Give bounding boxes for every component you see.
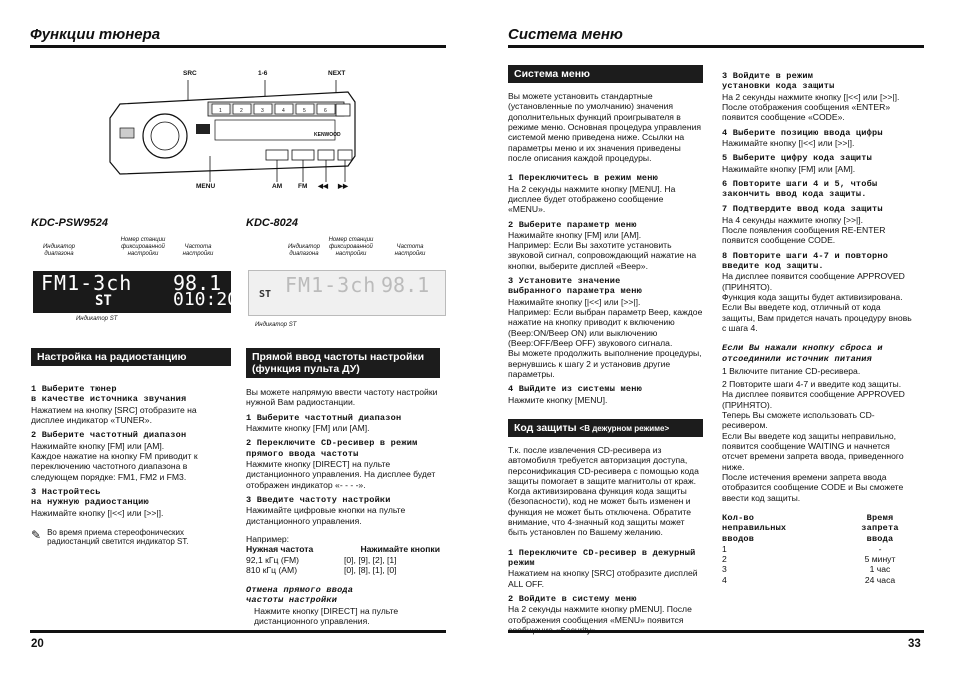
security-step2-text: На 2 секунды нажмите кнопку pMENU]. После отображения сообщения «MENU» появится: [508, 604, 692, 625]
lockout-time: -: [878, 543, 882, 554]
cancel-heading: Отмена прямого ввода частоты настройки: [246, 585, 354, 606]
menu-step4-text: Нажмите кнопку [MENU].: [508, 394, 608, 405]
security-step3-heading: 3 Войдите в режим установки кода защиты: [722, 71, 835, 92]
example-freq: 810 кГц (AM): [246, 564, 298, 575]
tuning-section: [31, 348, 231, 547]
security-step3-text: На 2 секунды нажмите кнопку [|<<] или [>>|]. После отображения сообщения «ENTER» появится сообщение «CODE».: [722, 91, 900, 123]
lcd-b-freq: 98.1: [381, 273, 430, 297]
tuning-step3-heading: 3 Настройтесь на нужную радиостанцию: [31, 486, 149, 508]
label-freq-b: Частота настройки: [394, 244, 426, 258]
label-seek-forward: ▶▶: [338, 183, 348, 190]
left-page-title: Функции тюнера: [30, 26, 161, 43]
tuning-note: [31, 528, 231, 547]
direct-step1-text: Нажмите кнопку [FM] или [AM].: [246, 423, 370, 434]
tuning-step1-heading: 1 Выберите тюнер в качестве источника звучания: [31, 384, 187, 405]
label-preset-a: Номер станции фиксированной настройки: [120, 237, 166, 258]
left-page-number: 20: [31, 638, 44, 650]
lockout-table: [722, 513, 916, 585]
note-icon: ✎: [31, 527, 42, 542]
example-col1: Нужная частота: [246, 544, 314, 555]
right-page-title: Система меню: [508, 26, 623, 43]
menu-step1-heading: 1 Переключитесь в режим меню: [508, 173, 658, 184]
security-step5-heading: 5 Выберите цифру кода защиты: [722, 153, 872, 164]
left-title-rule: [30, 45, 446, 48]
brand-logo: KENWOOD: [314, 132, 341, 138]
cancel-text: Нажмите кнопку [DIRECT] на пульте дистанционного управления.: [254, 605, 399, 627]
label-seek-back: ◀◀: [318, 183, 328, 190]
security-step1-text: Нажатием на кнопку [SRC] отобразите дисплей ALL OFF.: [508, 568, 698, 589]
lcd-display-b: [248, 270, 446, 316]
right-footer-rule: [508, 630, 924, 633]
svg-text:3: 3: [261, 108, 264, 114]
label-fm: FM: [298, 183, 308, 190]
tuning-header: Настройка на радиостанцию: [31, 348, 231, 366]
table-row: [722, 554, 916, 564]
example-freq: 92,1 кГц (FM): [246, 554, 299, 565]
security-code-subtitle: <В дежурном режиме>: [579, 423, 670, 433]
left-footer-rule: [30, 630, 446, 633]
lockout-header: [722, 513, 916, 544]
direct-entry-intro: Вы можете напрямую ввести частоту настройки нужной Вам радиостанции.: [246, 387, 438, 408]
label-band-b: Индикатор диапазона: [287, 244, 321, 258]
security-step7-text: На 4 секунды нажмите кнопку [>>|]. После появления сообщения RE-ENTER появится сообщение CODE.: [722, 214, 886, 246]
right-title-rule: [508, 45, 924, 48]
table-row: [722, 544, 916, 554]
menu-step2-heading: 2 Выберите параметр меню: [508, 219, 637, 230]
table-row: [722, 575, 916, 585]
direct-step2-text: Нажмите кнопку [DIRECT] на пульте дистанционного управления. На дисплее будет отображен индикатор «- - - -».: [246, 459, 436, 490]
model-a-title: KDC-PSW9524: [31, 217, 109, 229]
example-keys: [0], [8], [1], [0]: [344, 564, 397, 575]
reset-step2: 2 Повторите шаги 4-7 и введите код защиты. На дисплее появится сообщение APPROVED (ПРИНЯТО). Теперь Вы сможете использовать CD-ресивером. Если Вы введете код защиты неправильно, появится сообщение WAITING и начнется отсчет времени запрета ввода, приведенного ниже. После истечения времени запрета ввода отобразится сообщение CODE и Вы сможете ввести код защиты.: [722, 379, 905, 503]
lcd-b-band: FM1-3ch: [285, 273, 377, 297]
example-keys: [0], [9], [2], [1]: [344, 554, 397, 565]
label-src: SRC: [183, 70, 197, 77]
direct-step3-heading: 3 Введите частоту настройки: [246, 494, 391, 505]
label-presets: 1-6: [258, 70, 268, 77]
reset-heading: Если Вы нажали кнопку сброса и отсоединили источник питания: [722, 343, 883, 364]
table-row: [722, 564, 916, 574]
direct-entry-header: Прямой ввод частоты настройки (функция пульта ДУ): [246, 348, 440, 378]
lockout-count: 2: [722, 554, 727, 565]
lcd-a-band: FM1-3ch: [41, 271, 133, 295]
lockout-col2: Время запрета ввода: [861, 512, 899, 544]
right-page-number: 33: [908, 638, 921, 650]
example-row: [246, 565, 440, 575]
lockout-count: 3: [722, 564, 727, 575]
menu-step1-text: На 2 секунды нажмите кнопку [MENU]. На дисплее будет отображено сообщение «MENU».: [508, 183, 676, 215]
security-step4-text: Нажимайте кнопку [|<<] или [>>|].: [722, 137, 855, 148]
lockout-count: 4: [722, 574, 727, 585]
direct-entry-section: [246, 348, 440, 626]
label-menu: MENU: [196, 183, 216, 190]
lcd-display-a: [33, 271, 239, 313]
security-step7-heading: 7 Подтвердите ввод кода защиты: [722, 204, 883, 215]
tuning-step1-text: Нажатием на кнопку [SRC] отобразите на дисплее индикатор «TUNER».: [31, 404, 197, 425]
label-st-b: Индикатор ST: [255, 322, 297, 328]
lcd-b-st: ST: [259, 289, 272, 300]
menu-system-header: Система меню: [508, 65, 703, 83]
tuning-step2-heading: 2 Выберите частотный диапазон: [31, 430, 187, 441]
example-header-row: [246, 544, 440, 554]
example-col2: Нажимайте кнопки: [360, 544, 440, 555]
example-label: Например:: [246, 533, 290, 544]
lockout-time: 1 час: [869, 564, 891, 575]
security-step5-text: Нажимайте кнопку [FM] или [AM].: [722, 163, 856, 174]
security-step8-heading: 8 Повторите шаги 4-7 и повторно введите код защиты.: [722, 250, 889, 271]
direct-step3-text: Нажимайте цифровые кнопки на пульте дистанционного управления.: [246, 505, 406, 526]
svg-text:5: 5: [303, 108, 306, 114]
menu-step4-heading: 4 Выйдите из системы меню: [508, 384, 642, 395]
security-intro: Т.к. после извлечения CD-ресивера из автомобиля требуется авторизация доступа, персонификация CD-ресивера с помощью кода защиты помогает в защите магнитолы от краж. Когда активизирована функция кода защиты (безопасности), код не может быть изменен и функция не может быть отключена. Обратите внимание, что 4-значный код защиты может быть установлен по Вашему желанию.: [508, 444, 699, 538]
svg-text:4: 4: [282, 108, 285, 114]
security-code-title: Код защиты: [514, 421, 577, 434]
security-steps-continued: [722, 71, 916, 585]
svg-text:1: 1: [219, 108, 222, 114]
menu-step3-heading: 3 Установите значение выбранного параметра меню: [508, 276, 642, 297]
lcd-a-st: ST: [95, 293, 112, 309]
lockout-count: 1: [722, 543, 727, 554]
direct-step1-heading: 1 Выберите частотный диапазон: [246, 412, 402, 423]
label-freq-a: Частота настройки: [182, 244, 214, 258]
security-step8-text: На дисплее появится сообщение APPROVED (ПРИНЯТО). Функция кода защиты будет активизирована. Если Вы введете код, отличный от кода защиты, Вам придется начать процедуру вновь с шага 4.: [722, 271, 912, 333]
security-step2-heading: 2 Войдите в систему меню: [508, 593, 637, 604]
example-row: [246, 555, 440, 565]
lockout-time: 24 часа: [864, 574, 896, 585]
menu-system-section: [508, 65, 703, 635]
reset-step1: 1 Включите питание CD-ресивера.: [722, 365, 861, 376]
label-preset-b: Номер станции фиксированной настройки: [328, 237, 374, 258]
svg-text:2: 2: [240, 108, 243, 114]
security-step1-heading: 1 Переключите CD-ресивер в дежурный режим: [508, 547, 696, 568]
menu-intro: Вы можете установить стандартные (установленные по умолчанию) значения дополнительных функций проигрывателя в режиме меню. Основная процедура управления системой меню приведена ниже. Ссылки на параметры меню и их значения приведены после описания каждой процедуры.: [508, 91, 702, 163]
security-code-header: [508, 419, 703, 437]
tuning-step2-text: Нажимайте кнопку [FM] или [AM]. Каждое нажатие на кнопку FM приводит к переключению частотного диапазона в следующем порядке: FM1, FM2 и FM3.: [31, 440, 198, 482]
menu-step2-text: Нажимайте кнопку [FM] или [AM]. Например: Если Вы захотите установить звуковой сигнал, сопровождающий нажатие на кнопки, выберите дисплей «Beep».: [508, 229, 697, 271]
menu-step3-text: Нажимайте кнопку [|<<] или [>>|]. Например: Если выбран параметр Beep, каждое нажатие на кнопку приводит к включению (Beep:ON/Beep ON) или выключению (Beep:OFF/Beep OFF) звукового сигнала. Вы можете продолжить выполнение процедуры, вернувшись к шагу 2 и установив другие параметры.: [508, 296, 703, 379]
head-unit-illustration: [100, 70, 360, 200]
label-next: NEXT: [328, 70, 346, 77]
lcd-a-time: 010:20: [173, 289, 239, 310]
lcd-a-freq: 98.1: [173, 271, 222, 295]
tuning-note-text: Во время приема стереофонических радиостанций светится индикатор ST.: [47, 527, 189, 547]
label-st-a: Индикатор ST: [76, 316, 118, 322]
model-b-title: KDC-8024: [246, 217, 298, 229]
svg-text:6: 6: [324, 108, 327, 114]
security-step6-heading: 6 Повторите шаги 4 и 5, чтобы закончить ввод кода защиты.: [722, 178, 878, 200]
label-am: AM: [272, 183, 283, 190]
lockout-time: 5 минут: [864, 554, 896, 565]
tuning-step3-text: Нажимайте кнопку [|<<] или [>>|].: [31, 507, 164, 518]
label-band-a: Индикатор диапазона: [42, 244, 76, 258]
security-step4-heading: 4 Выберите позицию ввода цифры: [722, 127, 883, 138]
lockout-col1: Кол-во неправильных вводов: [722, 512, 787, 544]
direct-step2-heading: 2 Переключите CD-ресивер в режим прямого ввода частоты: [246, 438, 418, 459]
